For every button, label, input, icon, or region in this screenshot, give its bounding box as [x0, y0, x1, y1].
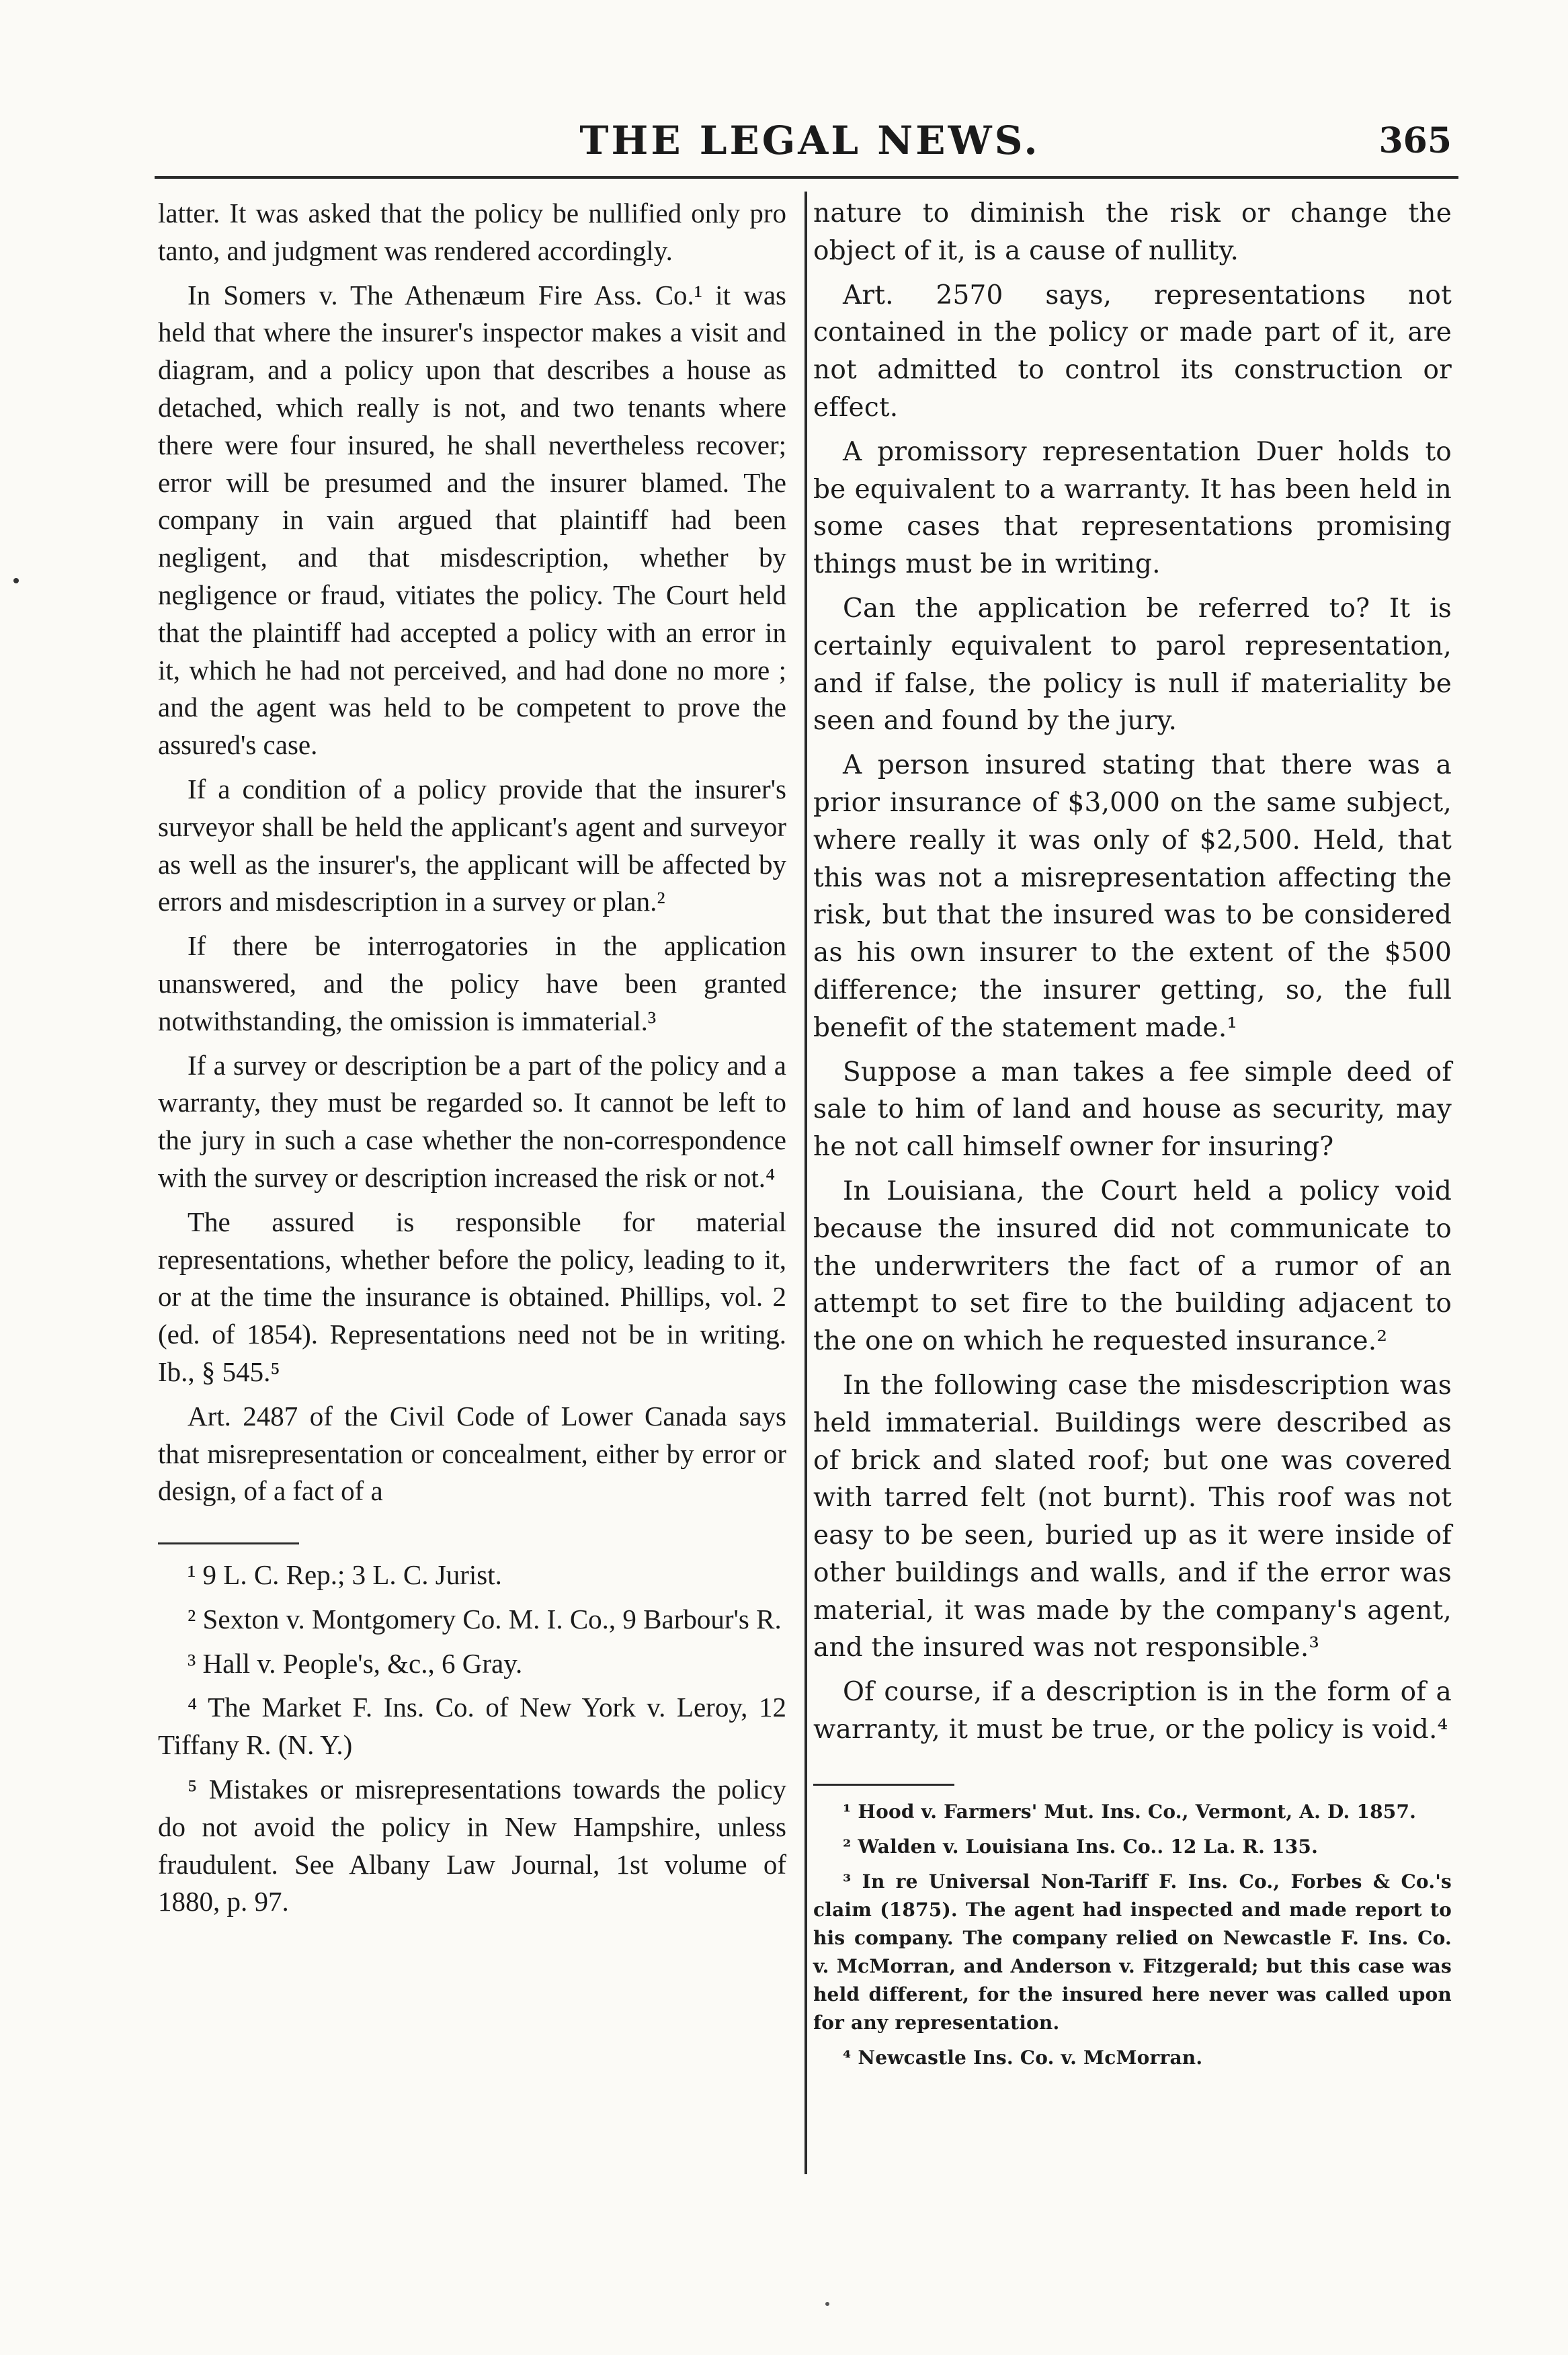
- body-paragraph: Art. 2570 says, representations not contained in the policy or made part of it, are not admitted to control its construction or effect.: [813, 280, 1452, 423]
- body-paragraph: Suppose a man takes a fee simple deed of sale to him of land and house as security, may he not call himself owner for insuring?: [813, 1057, 1452, 1163]
- right-column: [813, 195, 1452, 2079]
- body-paragraph: latter. It was asked that the policy be nullified only pro tanto, and judgment was rendered accordingly.: [158, 198, 786, 266]
- footnote: ¹ 9 L. C. Rep.; 3 L. C. Jurist.: [188, 1559, 502, 1591]
- footnote: ³ Hall v. People's, &c., 6 Gray.: [188, 1647, 523, 1679]
- column-divider: [804, 192, 807, 2174]
- footnote: ¹ Hood v. Farmers' Mut. Ins. Co., Vermont, A. D. 1857.: [843, 1800, 1417, 1823]
- body-paragraph: If a survey or description be a part of the policy and a warranty, they must be regarded so. It cannot be left to the jury in such a case whether the non-correspondence with the survey or description increased the risk or not.⁴: [158, 1049, 786, 1193]
- footnote: ³ In re Universal Non-Tariff F. Ins. Co., Forbes & Co.'s claim (1875). The agent had inspected and made report to his company. The company relied on Newcastle F. Ins. Co. v. McMorran, and Anderson v. Fitzgerald; but this case was held different, for the insured here never was called upon for any representation.: [813, 1870, 1452, 2034]
- footnote: ² Sexton v. Montgomery Co. M. I. Co., 9 Barbour's R.: [188, 1603, 782, 1635]
- footnote-rule: [158, 1542, 299, 1544]
- footnote: ⁴ The Market F. Ins. Co. of New York v. Leroy, 12 Tiffany R. (N. Y.): [158, 1692, 786, 1761]
- journal-title: THE LEGAL NEWS.: [579, 118, 1040, 163]
- body-paragraph: A promissory representation Duer holds to be equivalent to a warranty. It has been held in some cases that representations promising things must be in writing.: [813, 436, 1452, 580]
- margin-mark: [13, 578, 19, 583]
- page-number: 365: [1378, 120, 1452, 161]
- body-paragraph: If there be interrogatories in the application unanswered, and the policy have been granted notwithstanding, the omission is immaterial.³: [158, 930, 786, 1036]
- footnote: ⁵ Mistakes or misrepresentations towards the policy do not avoid the policy in New Hampshire, unless fraudulent. See Albany Law Journal, 1st volume of 1880, p. 97.: [158, 1774, 786, 1917]
- left-column: [158, 195, 786, 1928]
- body-paragraph: Of course, if a description is in the form of a warranty, it must be true, or the policy is void.⁴: [813, 1677, 1452, 1745]
- footnote: ² Walden v. Louisiana Ins. Co.. 12 La. R. 135.: [843, 1835, 1319, 1858]
- body-paragraph: In the following case the misdescription was held immaterial. Buildings were described as of brick and slated roof; but one was covered with tarred felt (not burnt). This roof was not easy to be seen, buried up as it were inside of other buildings and walls, and if the error was material, it was made by the company's agent, and the insured was not responsible.³: [813, 1370, 1452, 1663]
- body-paragraph: Can the application be referred to? It is certainly equivalent to parol representation, and if false, the policy is null if materiality be seen and found by the jury.: [813, 593, 1452, 737]
- footnote: ⁴ Newcastle Ins. Co. v. McMorran.: [843, 2046, 1203, 2069]
- body-paragraph: If a condition of a policy provide that the insurer's surveyor shall be held the applicant's agent and surveyor as well as the insurer's, the applicant will be affected by errors and misdescription in a survey or plan.²: [158, 773, 786, 917]
- body-paragraph: A person insured stating that there was a prior insurance of $3,000 on the same subject, where really it was only of $2,500. Held, that this was not a misrepresentation affecting the risk, but that the insured was to be considered as his own insurer to the extent of the $500 difference; the insurer getting, so, the full benefit of the statement made.¹: [813, 750, 1452, 1043]
- running-header: [161, 118, 1458, 171]
- header-rule: [155, 176, 1458, 179]
- body-paragraph: In Louisiana, the Court held a policy void because the insured did not communicate to the underwriters the fact of a rumor of an attempt to set fire to the building adjacent to the one on which he requested insurance.²: [813, 1175, 1452, 1357]
- body-paragraph: The assured is responsible for material representations, whether before the policy, leading to it, or at the time the insurance is obtained. Phillips, vol. 2 (ed. of 1854). Representations need not be in writing. Ib., § 545.⁵: [158, 1206, 786, 1387]
- footnote-rule: [813, 1784, 954, 1786]
- body-paragraph: nature to diminish the risk or change the object of it, is a cause of nullity.: [813, 198, 1452, 266]
- margin-mark: [825, 2302, 829, 2306]
- body-paragraph: Art. 2487 of the Civil Code of Lower Canada says that misrepresentation or concealment, either by error or design, of a fact of a: [158, 1400, 786, 1507]
- body-paragraph: In Somers v. The Athenæum Fire Ass. Co.¹ it was held that where the insurer's inspector makes a visit and diagram, and a policy upon that describes a house as detached, which really is not, and two tenants where there were four insured, he shall nevertheless recover; error will be presumed and the insurer blamed. The company in vain argued that plaintiff had been negligent, and that misdescription, whether by negligence or fraud, vitiates the policy. The Court held that the plaintiff had accepted a policy with an error in it, which he had not perceived, and had done no more ; and the agent was held to be competent to prove the assured's case.: [158, 279, 786, 761]
